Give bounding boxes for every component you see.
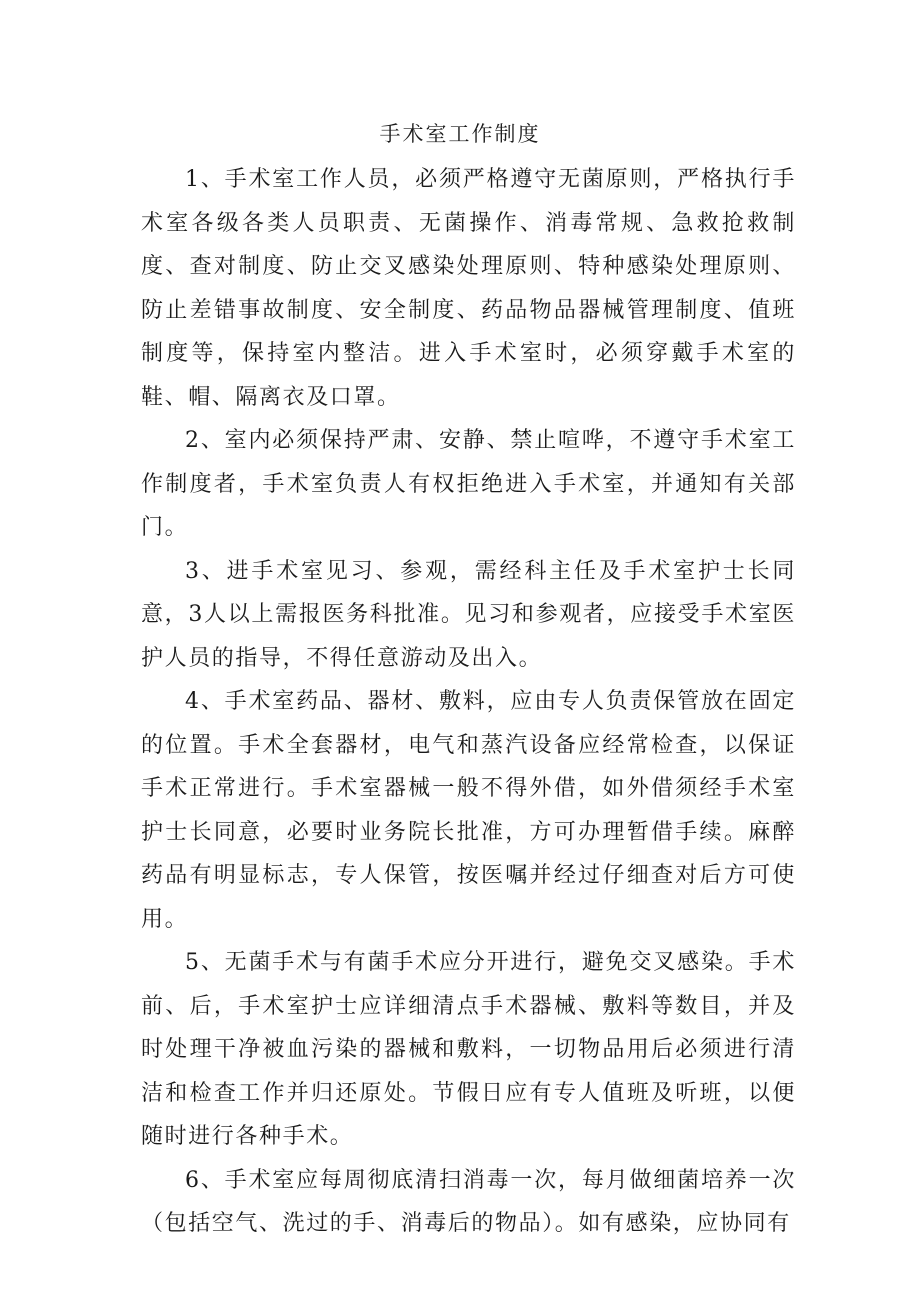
paragraph-3: 3、进手术室见习、参观，需经科主任及手术室护士长同意，3人以上需报医务科批准。见习和参观者，应接受手术室医护人员的指导，不得任意游动及出入。 — [141, 558, 796, 671]
document-body — [141, 158, 796, 1246]
paragraph-4: 4、手术室药品、器材、敷料，应由专人负责保管放在固定的位置。手术全套器材，电气和蒸汽设备应经常检查，以保证手术正常进行。手术室器械一般不得外借，如外借须经手术室护士长同意，必要时业务院长批准，方可办理暂借手续。麻醉药品有明显标志，专人保管，按医嘱并经过仔细查对后方可使用。 — [141, 689, 796, 932]
paragraph-6: 6、手术室应每周彻底清扫消毒一次，每月做细菌培养一次（包括空气、洗过的手、消毒后的物品）。如有感染，应协同有 — [141, 1167, 796, 1236]
paragraph-1: 1、手术室工作人员，必须严格遵守无菌原则，严格执行手术室各级各类人员职责、无菌操作、消毒常规、急救抢救制度、查对制度、防止交叉感染处理原则、特种感染处理原则、防止差错事故制度、安全制度、药品物品器械管理制度、值班制度等，保持室内整洁。进入手术室时，必须穿戴手术室的鞋、帽、隔离衣及口罩。 — [141, 167, 796, 410]
paragraph-2: 2、室内必须保持严肃、安静、禁止喧哗，不遵守手术室工作制度者，手术室负责人有权拒绝进入手术室，并通知有关部门。 — [141, 428, 796, 540]
document-title: 手术室工作制度 — [379, 122, 541, 146]
paragraph-5: 5、无菌手术与有菌手术应分开进行，避免交叉感染。手术前、后，手术室护士应详细清点手术器械、敷料等数目，并及时处理干净被血污染的器械和敷料，一切物品用后必须进行清洁和检查工作并归还原处。节假日应有专人值班及听班，以便随时进行各种手术。 — [141, 950, 796, 1149]
